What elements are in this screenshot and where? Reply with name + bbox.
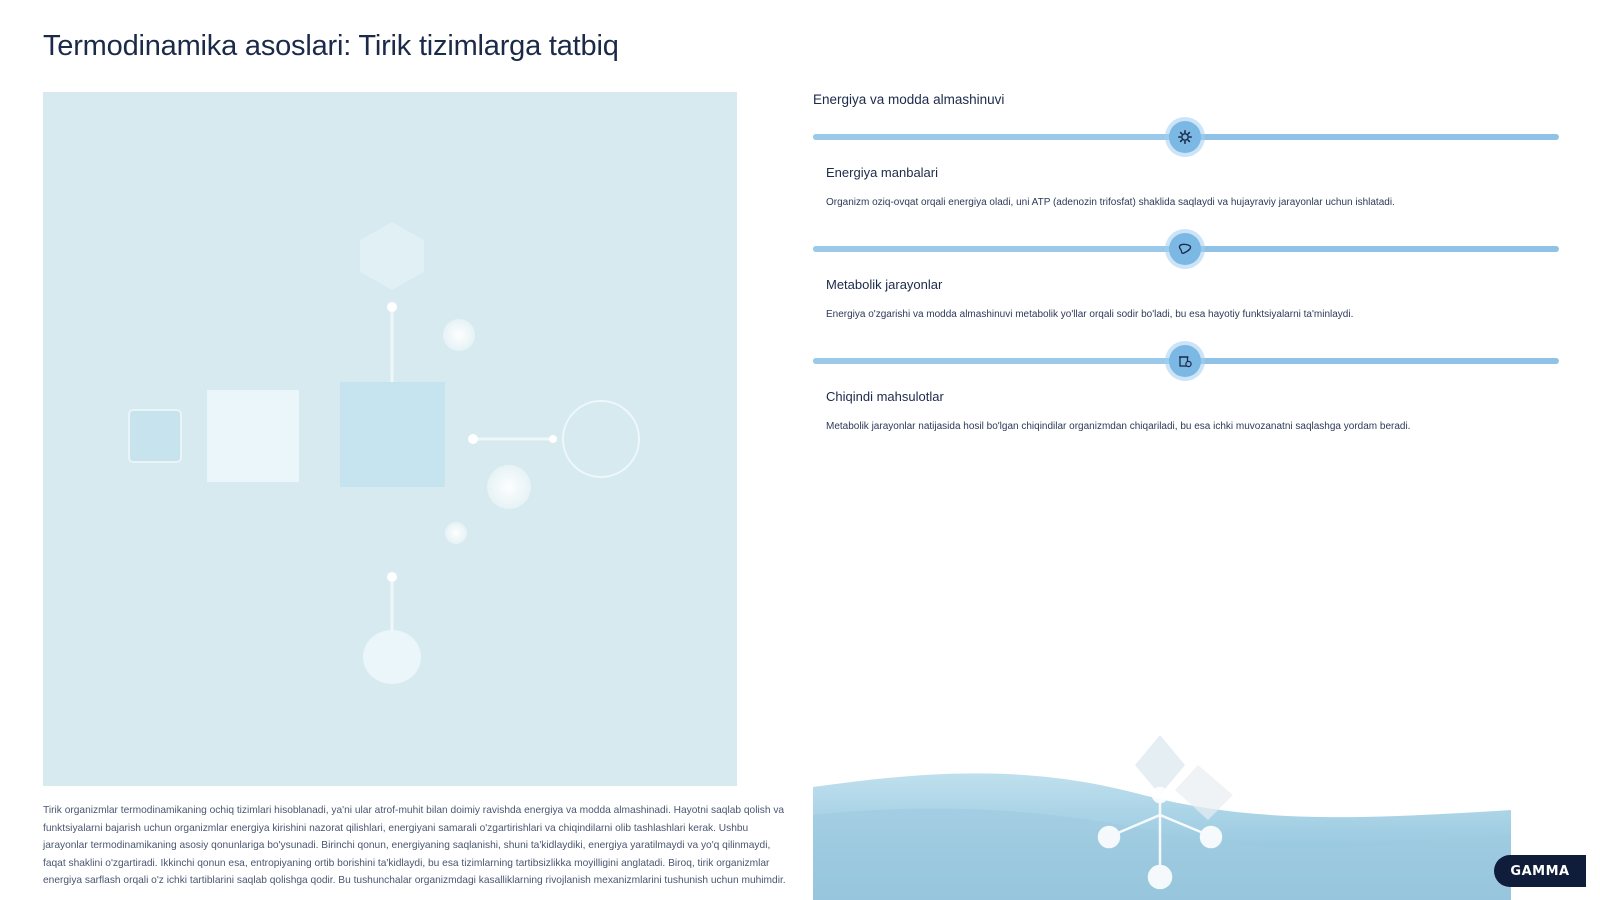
molecule-network-graphic [43,92,737,786]
step-title-waste-products: Chiqindi mahsulotlar [826,389,944,404]
liver-icon [1169,233,1201,265]
step-desc-waste-products: Metabolik jarayonlar natijasida hosil bo'lgan chiqindilar organizmdan chiqariladi, bu esa ichki muvozanatni saqlashga yordam beradi. [826,421,1411,432]
gamma-badge-button[interactable]: GAMMA [1494,855,1586,887]
step-title-energy-sources: Energiya manbalari [826,165,939,180]
step-desc-energy-sources: Organizm oziq-ovqat orqali energiya oladi, uni ATP (adenozin trifosfat) shaklida saqlaydi va hujayraviy jarayonlar uchun ishlatadi. [826,197,1395,208]
page-title: Termodinamika asoslari: Tirik tizimlarga tatbiq [43,30,619,62]
molecule-network-illustration [43,92,737,786]
step-title-metabolic-processes: Metabolik jarayonlar [826,277,943,292]
gear-icon [1169,121,1201,153]
wave-decoration [813,725,1511,900]
recycle-bin-icon [1169,345,1201,377]
body-paragraph: Tirik organizmlar termodinamikaning ochiq tizimlari hisoblanadi, ya'ni ular atrof-muhit bilan doimiy ravishda energiya va modda almashinadi. Hayotni saqlab qolish va funktsiyalarni bajarish uchun organizmlar energiya kirishini nazorat qilishlari, energiyani samarali o'zgartirishlari va chiqindilarni olib tashlashlari kerak. Ushbu jarayonlar termodinamikaning asosiy qonunlariga bo'ysunadi. Birinchi qonun, energiyaning saqlanishi, shuni ta'kidlaydiki, energiya yaratilmaydi va yo'q qilinmaydi, faqat shaklini o'zgartiradi. Ikkinchi qonun esa, entropiyaning ortib borishini ta'kidlaydi, bu esa tizimlarning tartibsizlikka moyilligini anglatadi. Biroq, tirik organizmlar energiya sarflash orqali o'z ichki tartiblarini saqlab qolishga qodir. Bu tushunchalar organizmdagi kasalliklarning rivojlanish mexanizmlarini tushunish uchun muhimdir. [43,805,786,886]
step-desc-metabolic-processes: Energiya o'zgarishi va modda almashinuvi metabolik yo'llar orqali sodir bo'ladi, bu esa hayotiy funktsiyalarni ta'minlaydi. [826,309,1354,320]
timeline-heading: Energiya va modda almashinuvi [813,92,1005,107]
